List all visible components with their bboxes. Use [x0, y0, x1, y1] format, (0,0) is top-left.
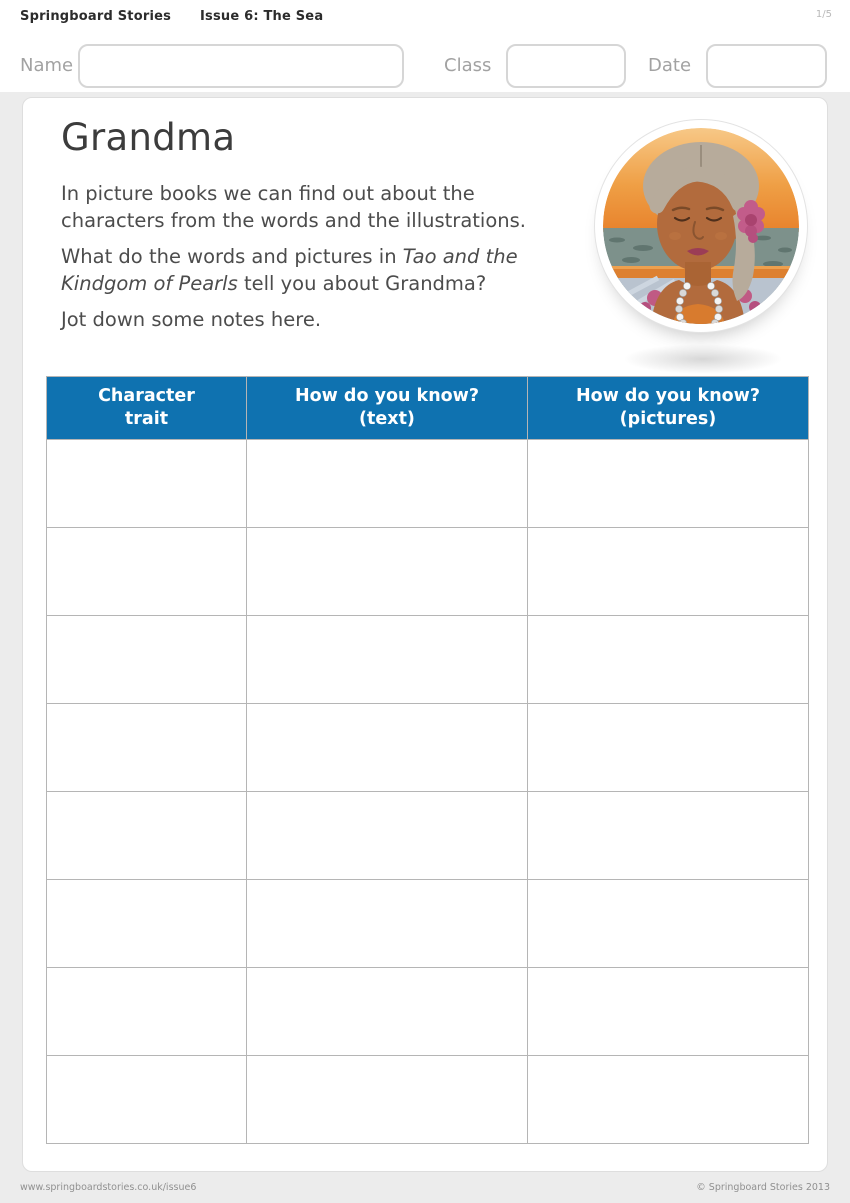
table-cell[interactable] [47, 528, 247, 616]
table-cell[interactable] [528, 704, 809, 792]
character-trait-table [46, 376, 809, 1144]
intro-text: In picture books we can find out about the characters from the words and the illustrations. [61, 182, 526, 232]
grandma-portrait-svg [603, 128, 799, 324]
table-cell[interactable] [247, 792, 528, 880]
footer-copyright: © Springboard Stories 2013 [696, 1182, 830, 1193]
page-title: Grandma [61, 116, 236, 159]
col-header-how-know-text: How do you know? (text) [247, 377, 528, 440]
table-row [47, 616, 809, 704]
table-cell[interactable] [247, 440, 528, 528]
table-cell[interactable] [47, 792, 247, 880]
table-row [47, 440, 809, 528]
grandma-portrait-illustration [595, 120, 807, 332]
table-row [47, 880, 809, 968]
table-cell[interactable] [47, 616, 247, 704]
table-cell[interactable] [247, 616, 528, 704]
book-title-italic: Kindgom of Pearls [61, 272, 238, 295]
table-cell[interactable] [47, 440, 247, 528]
col-header-character-trait: Character trait [47, 377, 247, 440]
table-row [47, 1056, 809, 1144]
table-header-row [47, 377, 809, 440]
name-label: Name [20, 55, 74, 76]
date-label: Date [648, 55, 692, 76]
table-cell[interactable] [528, 616, 809, 704]
portrait-reflection [623, 344, 783, 374]
table-cell[interactable] [528, 440, 809, 528]
book-title-italic: Tao and the [402, 245, 518, 268]
table-cell[interactable] [47, 880, 247, 968]
table-cell[interactable] [47, 968, 247, 1056]
table-body [47, 440, 809, 1144]
table-cell[interactable] [528, 528, 809, 616]
class-label: Class [444, 55, 492, 76]
table-cell[interactable] [47, 1056, 247, 1144]
table-row [47, 704, 809, 792]
instruction-text: Jot down some notes here. [61, 308, 322, 331]
table-row [47, 968, 809, 1056]
table-row [47, 792, 809, 880]
table-cell[interactable] [528, 1056, 809, 1144]
table-cell[interactable] [247, 968, 528, 1056]
table-cell[interactable] [247, 1056, 528, 1144]
footer-url: www.springboardstories.co.uk/issue6 [20, 1182, 197, 1193]
question-text: What do the words and pictures in Tao and the Kindgom of Pearls tell you about Grandma? [61, 245, 518, 295]
brand-title: Springboard Stories [20, 9, 172, 24]
table-cell[interactable] [528, 880, 809, 968]
top-header-band [0, 0, 850, 92]
table-cell[interactable] [528, 792, 809, 880]
table-row [47, 528, 809, 616]
worksheet-card [22, 97, 828, 1172]
date-field[interactable] [706, 44, 827, 88]
table-cell[interactable] [247, 528, 528, 616]
name-field[interactable] [78, 44, 404, 88]
table-cell[interactable] [528, 968, 809, 1056]
table-cell[interactable] [47, 704, 247, 792]
issue-title: Issue 6: The Sea [200, 9, 324, 24]
class-field[interactable] [506, 44, 626, 88]
page-indicator: 1/5 [815, 9, 832, 20]
table-cell[interactable] [247, 880, 528, 968]
col-header-how-know-pictures: How do you know? (pictures) [528, 377, 809, 440]
table-cell[interactable] [247, 704, 528, 792]
